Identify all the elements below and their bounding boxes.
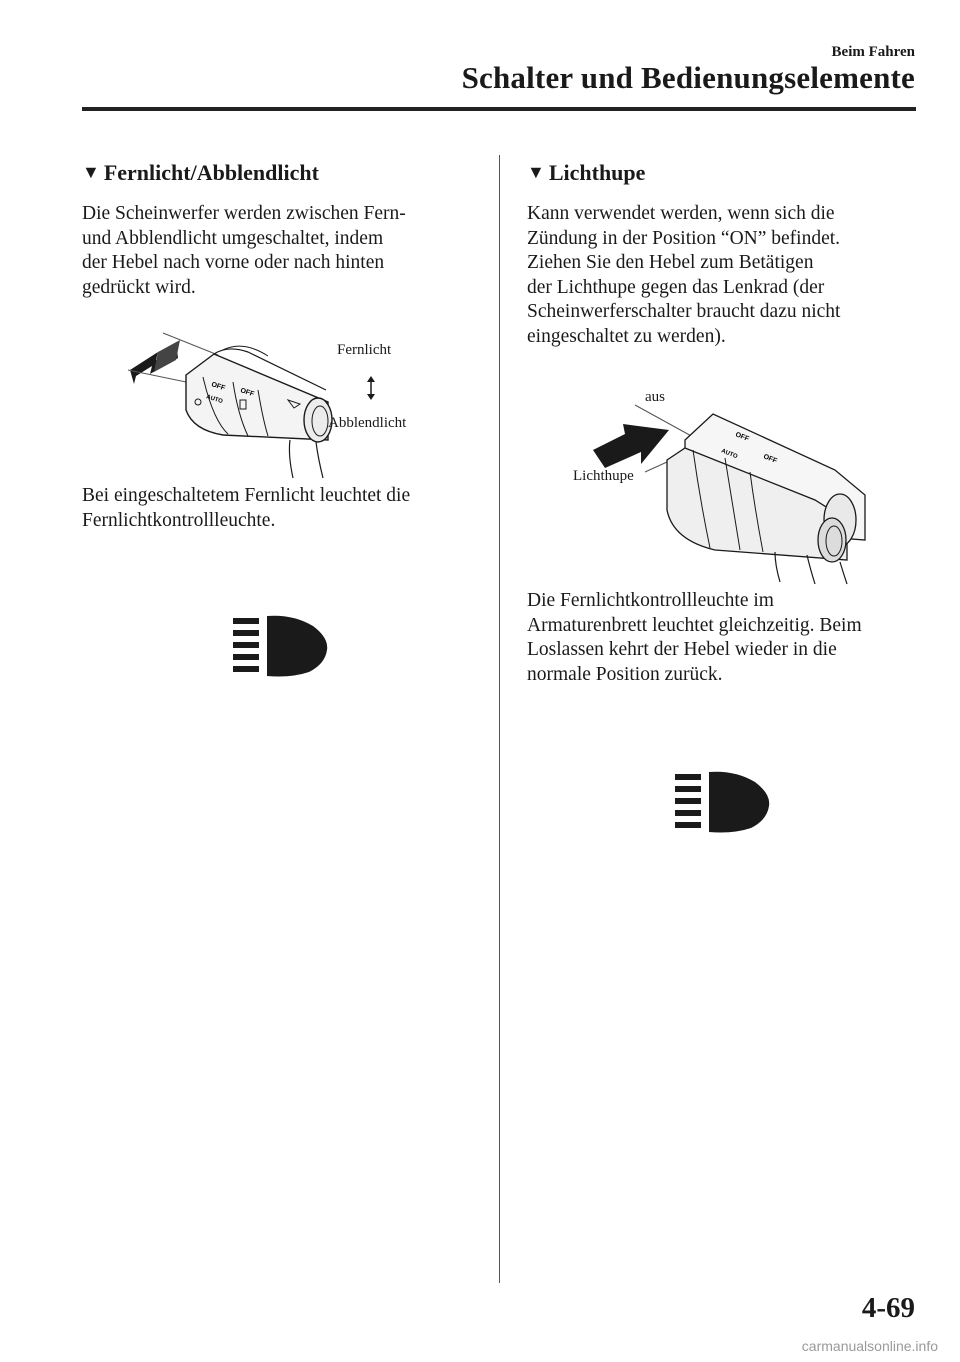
- text-line: normale Position zurück.: [527, 663, 723, 685]
- column-divider: [499, 155, 500, 1283]
- label-low-beam: Abblendlicht: [328, 415, 407, 431]
- arrow-icon: [130, 340, 180, 384]
- text-line: Bei eingeschaltetem Fernlicht leuchtet die: [82, 485, 411, 506]
- triangle-bullet-icon: ▼: [82, 162, 100, 182]
- text-line: eingeschaltet zu werden).: [527, 325, 726, 347]
- page-number: 4-69: [861, 1292, 915, 1324]
- lever-marking-off: OFF: [762, 453, 778, 466]
- paragraph-flash-indicator: [527, 589, 862, 687]
- text-line: der Hebel nach vorne oder nach hinten: [82, 252, 385, 273]
- triangle-bullet-icon: ▼: [527, 162, 545, 182]
- text-line: gedrückt wird.: [82, 276, 196, 298]
- text-line: Loslassen kehrt der Hebel wieder in die: [527, 639, 837, 660]
- page-title: Schalter und Bedienungselemente: [461, 60, 915, 95]
- high-beam-indicator-icon: [675, 770, 771, 834]
- text-line: der Lichthupe gegen das Lenkrad (der: [527, 276, 825, 298]
- text-line: Die Fernlichtkontrollleuchte im: [527, 590, 774, 611]
- paragraph-high-low-beam: [82, 202, 406, 300]
- paragraph-flash: [527, 202, 840, 349]
- lever-marking-off: OFF: [734, 431, 750, 444]
- text-line: Die Scheinwerfer werden zwischen Fern-: [82, 203, 406, 224]
- paragraph-high-beam-indicator: [82, 484, 410, 533]
- lever-marking-auto: AUTO: [720, 448, 739, 461]
- text-line: Kann verwendet werden, wenn sich die: [527, 203, 835, 224]
- label-flash: Lichthupe: [573, 468, 634, 484]
- section-heading-high-low-beam: ▼ Fernlicht/Abblendlicht: [82, 160, 319, 185]
- text-line: Zündung in der Position “ON” befindet.: [527, 227, 841, 249]
- header-divider: [82, 107, 916, 111]
- up-down-arrow-icon: [366, 376, 376, 400]
- arrow-icon: [593, 424, 669, 468]
- text-line: und Abblendlicht umgeschaltet, indem: [82, 227, 384, 249]
- section-heading-flash: ▼ Lichthupe: [527, 160, 646, 185]
- text-line: Ziehen Sie den Hebel zum Betätigen: [527, 252, 814, 273]
- watermark-link[interactable]: carmanualsonline.info: [801, 1338, 938, 1354]
- lever-marking-off: OFF: [239, 387, 255, 399]
- label-off: aus: [645, 389, 665, 405]
- label-high-beam: Fernlicht: [337, 342, 392, 358]
- turn-signal-lever-illustration: [585, 400, 885, 585]
- chapter-label: Beim Fahren: [831, 44, 915, 60]
- text-line: Scheinwerferschalter braucht dazu nicht: [527, 301, 841, 322]
- lever-marking-off: OFF: [210, 381, 226, 393]
- lever-marking-auto: AUTO: [205, 394, 224, 406]
- turn-signal-lever-illustration: [118, 330, 358, 480]
- text-line: Fernlichtkontrollleuchte.: [82, 509, 276, 531]
- high-beam-indicator-icon: [233, 614, 329, 678]
- text-line: Armaturenbrett leuchtet gleichzeitig. Beim: [527, 614, 862, 636]
